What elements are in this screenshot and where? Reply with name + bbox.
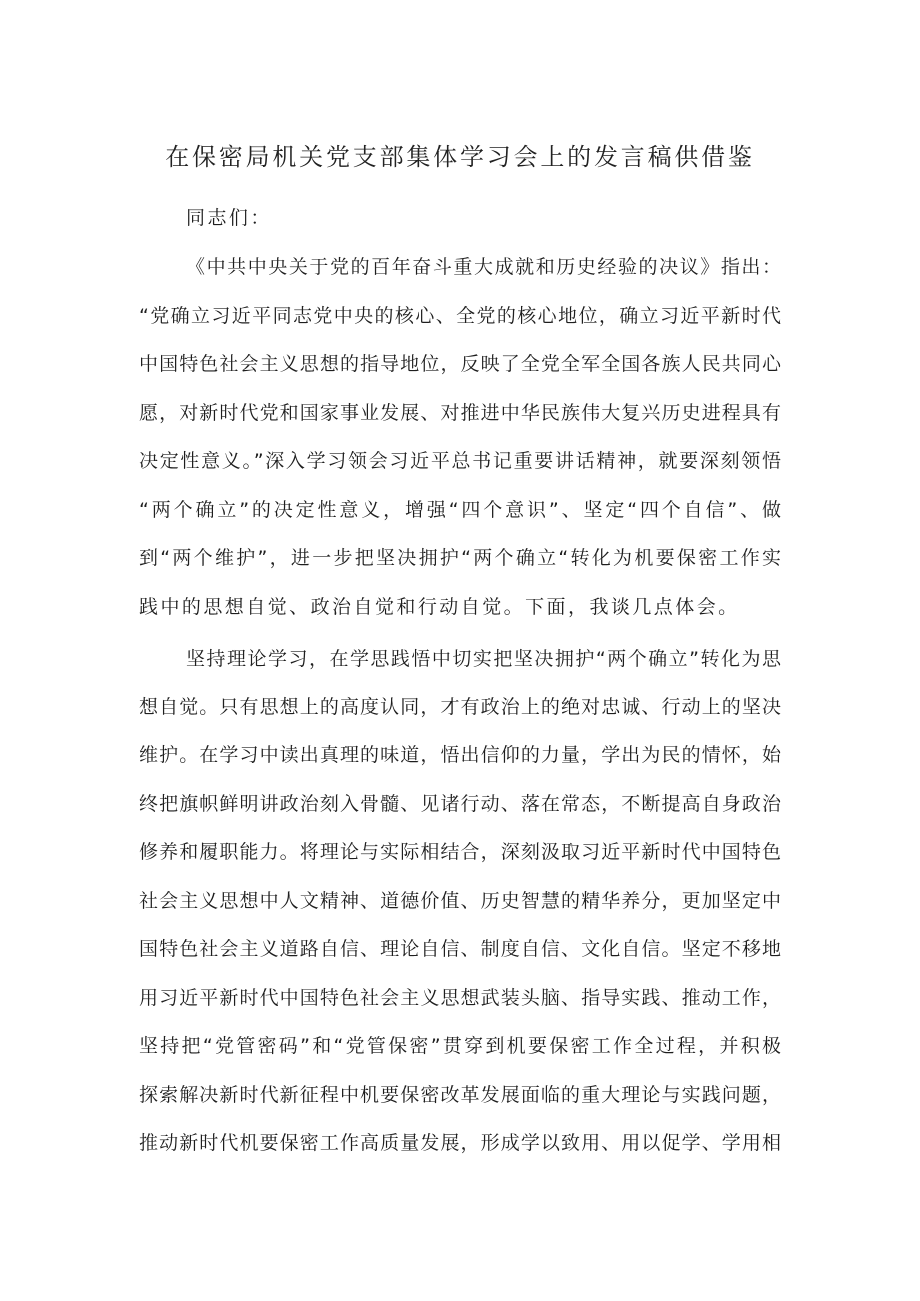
paragraph1-line: 《中共中央关于党的百年奋斗重大成就和历史经验的决议》指出： — [186, 256, 781, 278]
paragraph2-line: 维护。在学习中读出真理的味道，悟出信仰的力量，学出为民的情怀，始 — [139, 744, 781, 766]
paragraph1-line: 决定性意义。”深入学习领会习近平总书记重要讲话精神，就要深刻领悟 — [139, 450, 781, 472]
paragraph1-line: 到“两个维护”，进一步把坚决拥护“两个确立“转化为机要保密工作实 — [139, 547, 781, 569]
paragraph2-line: 终把旗帜鲜明讲政治刻入骨髓、见诸行动、落在常态，不断提高自身政治 — [139, 793, 781, 815]
paragraph1-line: 践中的思想自觉、政治自觉和行动自觉。下面，我谈几点体会。 — [139, 596, 740, 618]
salutation: 同志们： — [186, 207, 272, 229]
paragraph1-line: 愿，对新时代党和国家事业发展、对推进中华民族伟大复兴历史进程具有 — [139, 402, 781, 424]
paragraph2-line: 坚持把“党管密码”和“党管保密”贯穿到机要保密工作全过程，并积极 — [139, 1035, 781, 1057]
paragraph2-line: 推动新时代机要保密工作高质量发展，形成学以致用、用以促学、学用相 — [139, 1132, 781, 1154]
paragraph2-line: 国特色社会主义道路自信、理论自信、制度自信、文化自信。坚定不移地 — [139, 938, 781, 960]
paragraph2-line: 社会主义思想中人文精神、道德价值、历史智慧的精华养分，更加坚定中 — [139, 890, 781, 912]
paragraph1-line: “两个确立”的决定性意义，增强“四个意识”、坚定“四个自信”、做 — [139, 499, 781, 521]
paragraph2-line: 用习近平新时代中国特色社会主义思想武装头脑、指导实践、推动工作， — [139, 987, 781, 1009]
document-title: 在保密局机关党支部集体学习会上的发言稿供借鉴 — [165, 143, 755, 171]
paragraph1-line: 中国特色社会主义思想的指导地位，反映了全党全军全国各族人民共同心 — [139, 353, 781, 375]
paragraph1-line: “党确立习近平同志党中央的核心、全党的核心地位，确立习近平新时代 — [139, 305, 781, 327]
paragraph2-line: 坚持理论学习，在学思践悟中切实把坚决拥护“两个确立”转化为思 — [186, 648, 781, 670]
paragraph2-line: 想自觉。只有思想上的高度认同，才有政治上的绝对忠诚、行动上的坚决 — [139, 696, 781, 718]
paragraph2-line: 探索解决新时代新征程中机要保密改革发展面临的重大理论与实践问题， — [139, 1084, 781, 1106]
paragraph2-line: 修养和履职能力。将理论与实际相结合，深刻汲取习近平新时代中国特色 — [139, 841, 781, 863]
